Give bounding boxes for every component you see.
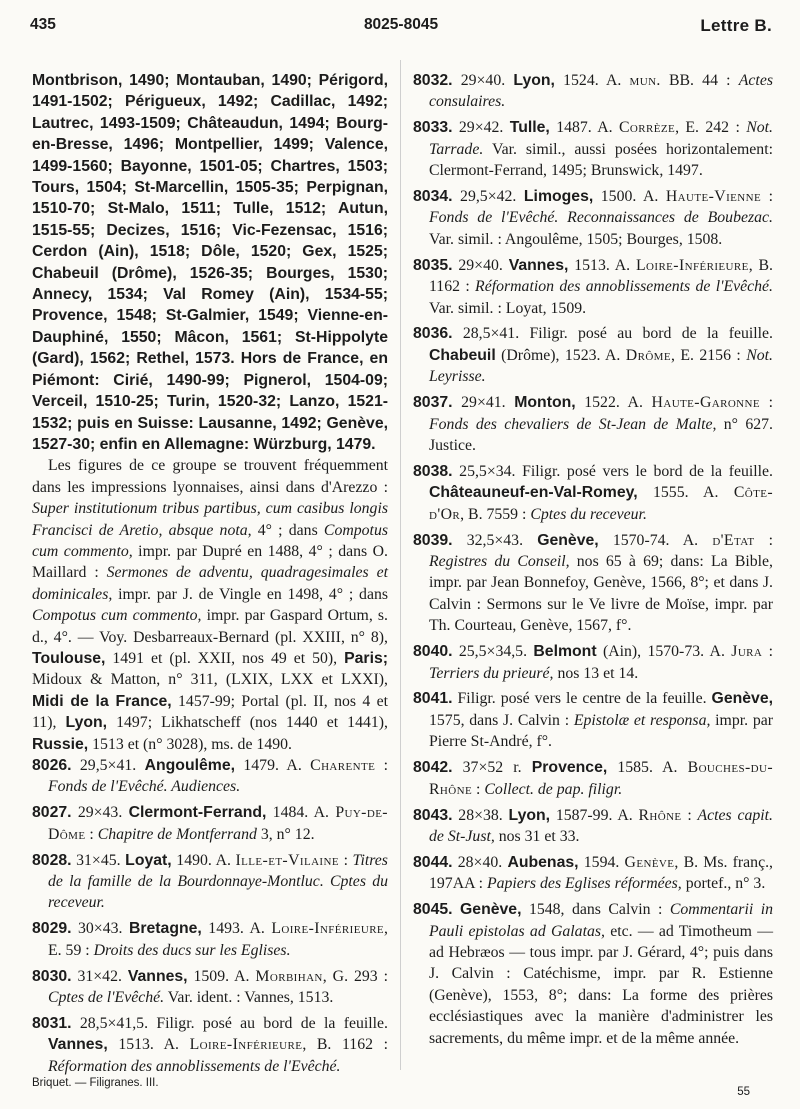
entry-text: 29×40. bbox=[452, 72, 514, 89]
watermark-entry bbox=[32, 918, 388, 961]
entry-text: (Ain), 1570-73. A. bbox=[596, 643, 732, 661]
entry-text: 29×43. bbox=[71, 804, 129, 822]
place-name: Bretagne, bbox=[128, 920, 202, 938]
watermark-entry bbox=[413, 805, 773, 848]
archive-title: Titres de la famille de la Bourdonnaye-Montluc. Cptes du receveur. bbox=[48, 851, 388, 912]
entry-text: n° 627. Justice. bbox=[429, 415, 773, 454]
entry-text: Var. simil. : Loyat, 1509. bbox=[429, 299, 587, 317]
archive-name: Morbihan bbox=[255, 967, 323, 985]
entry-text: : bbox=[762, 643, 773, 661]
watermark-entry bbox=[413, 323, 773, 387]
entry-number: 8030. bbox=[32, 967, 72, 985]
archive-title: Actes capit. de St-Just, bbox=[429, 806, 773, 845]
entry-number: 8033. bbox=[413, 119, 453, 137]
title-citation: Compotus cum commento, bbox=[32, 521, 388, 560]
archive-name: Drôme bbox=[625, 346, 671, 364]
watermark-entry bbox=[413, 688, 773, 752]
place-name: Limoges, bbox=[523, 188, 594, 206]
archive-name: d'Etat bbox=[712, 531, 755, 549]
text-run: 1497; Likhatscheff (nos 1440 et 1441), bbox=[107, 714, 388, 732]
watermark-entry bbox=[32, 966, 388, 1009]
page-number-top: 435 bbox=[30, 16, 56, 33]
entry-number: 8028. bbox=[32, 851, 72, 869]
entry-number: 8032. bbox=[413, 72, 453, 89]
entry-text: Var. ident. : Vannes, 1513. bbox=[164, 989, 334, 1007]
place-name: Provence, bbox=[531, 759, 608, 777]
entry-number: 8026. bbox=[32, 757, 72, 774]
entry-text: , E. 59 : bbox=[48, 920, 388, 959]
watermark-entry bbox=[413, 852, 773, 895]
place-name: Lyon, bbox=[513, 72, 555, 89]
entry-text: portef., n° 3. bbox=[681, 875, 766, 893]
archive-name: mun. bbox=[629, 72, 661, 89]
entry-text: 31×42. bbox=[71, 967, 128, 985]
entry-text: 28,5×41,5. Filigr. posé au bord de la feuille. bbox=[71, 1014, 388, 1032]
entry-text: 1594. bbox=[578, 853, 625, 871]
watermark-entry bbox=[32, 1013, 388, 1077]
archive-title: Droits des ducs sur les Eglises. bbox=[93, 941, 291, 959]
place-name: Chabeuil bbox=[429, 346, 496, 364]
entry-text: (Drôme), 1523. A. bbox=[495, 346, 626, 364]
entry-number: 8034. bbox=[413, 188, 453, 206]
watermark-entry bbox=[413, 899, 773, 1049]
title-citation: Super institutionum tribus partibus, cum casibus longis Francisci de Aretio, absque nota, bbox=[32, 500, 388, 539]
entry-number: 8036. bbox=[413, 325, 453, 343]
entry-text: 29,5×41. bbox=[71, 757, 145, 774]
entry-text: : bbox=[85, 825, 98, 843]
entry-text: BB. 44 : bbox=[660, 72, 739, 89]
entry-text: 37×52 r. bbox=[452, 759, 532, 777]
archive-title: Réformation des annoblissements de l'Evêché. bbox=[475, 278, 774, 296]
entry-text: : bbox=[472, 780, 485, 798]
entry-text: 1484. A. bbox=[266, 804, 336, 822]
text-run: 1491 et (pl. XXII, nos 49 et 50), bbox=[105, 649, 345, 667]
entry-number: 8039. bbox=[413, 531, 453, 549]
place-name: Paris; bbox=[344, 649, 388, 667]
entry-text: 1548, dans Calvin : bbox=[521, 901, 670, 919]
entry-text: 1490. A. bbox=[171, 851, 236, 869]
archive-title: Papiers des Eglises réformées, bbox=[486, 875, 682, 893]
entry-number: 8031. bbox=[32, 1014, 72, 1032]
watermark-entry bbox=[413, 757, 773, 800]
entry-text: 1493. A. bbox=[201, 920, 272, 938]
group-notes-paragraph bbox=[32, 455, 388, 755]
watermark-entry bbox=[413, 530, 773, 637]
watermark-entry bbox=[32, 850, 388, 914]
entry-text: : bbox=[754, 531, 774, 549]
section-title: Lettre B. bbox=[700, 16, 772, 35]
right-column bbox=[413, 70, 773, 1053]
archive-title: Fonds de l'Evêché. Audiences. bbox=[48, 778, 241, 796]
entry-number: 8035. bbox=[413, 256, 453, 274]
text-run: impr. par J. de Vingle en 1498, 4° ; dans bbox=[112, 585, 388, 603]
entry-number: 8044. bbox=[413, 853, 453, 871]
text-run: impr. par Gaspard Ortum, s. d., 4°. — Voy. Desbarreaux-Bernard (pl. XXIII, n° 8), bbox=[32, 607, 388, 646]
entry-text: 1587-99. A. bbox=[550, 806, 639, 824]
entry-text: 30×43. bbox=[71, 920, 129, 938]
entry-text: , B. 1162 : bbox=[429, 256, 773, 296]
entry-text: 25,5×34,5. bbox=[452, 643, 534, 661]
archive-title: Not. Tarrade. bbox=[429, 119, 773, 158]
archive-name: Haute-Garonne bbox=[651, 394, 760, 412]
entry-text: 1555. A. bbox=[637, 484, 734, 502]
entry-text: 1570-74. A. bbox=[598, 531, 713, 549]
entry-text: , B. 7559 : bbox=[460, 505, 531, 523]
entry-text: 28×38. bbox=[452, 806, 509, 824]
entry-text: 1513. A. bbox=[568, 256, 636, 274]
place-name: Tulle, bbox=[509, 119, 550, 137]
text-run: 1457-99; Portal (pl. II, nos 4 et 11), bbox=[32, 692, 388, 732]
entry-text: 32,5×43. bbox=[452, 531, 538, 549]
watermark-entry bbox=[32, 755, 388, 798]
entry-text: , B. 1162 : bbox=[302, 1036, 388, 1054]
entry-number: 8042. bbox=[413, 759, 453, 777]
place-name: Lyon, bbox=[508, 806, 551, 824]
entry-text: , B. Ms. franç., 197AA : bbox=[429, 853, 773, 893]
archive-title: Epistolæ et responsa, bbox=[573, 711, 711, 729]
footer-credit: Briquet. — Filigranes. III. bbox=[32, 1077, 159, 1089]
place-name: Genève, bbox=[711, 690, 773, 708]
archive-title: Réformation des annoblissements de l'Evêché. bbox=[48, 1057, 341, 1075]
entry-text: 25,5×34. Filigr. posé vers le bord de la feuille. bbox=[452, 462, 773, 480]
archive-name: Haute-Vienne bbox=[665, 188, 762, 206]
place-name: Châteauneuf-en-Val-Romey, bbox=[429, 484, 638, 502]
archive-title: Terriers du prieuré, bbox=[429, 664, 554, 682]
text-run: 1513 et (n° 3028), ms. de 1490. bbox=[88, 735, 292, 753]
entry-text: 29×41. bbox=[452, 394, 515, 412]
text-run: impr. par Dupré en 1488, 4° ; dans O. Maillard : bbox=[32, 542, 388, 582]
entry-range: 8025-8045 bbox=[363, 16, 439, 33]
archive-title: Actes consulaires. bbox=[429, 72, 773, 111]
place-name: Lyon, bbox=[65, 714, 108, 732]
entry-text: , G. 293 : bbox=[322, 967, 388, 985]
entry-text: , E. 2156 : bbox=[670, 346, 747, 364]
entry-number: 8040. bbox=[413, 643, 453, 661]
entry-text: 28,5×41. Filigr. posé au bord de la feuille. bbox=[452, 325, 773, 343]
place-list: Montbrison, 1490; Montauban, 1490; Périgord, 1491-1502; Périgueux, 1492; Cadillac, 1492; Lautrec, 1493-1509; Châteaudun, 1494; Bourg-en-Bresse, 1496; Montpellier, 1499; Valence, 1499-1560; Bayonne, 1501-05; Chartres, 1503; Tours, 1504; St-Marcellin, 1505-35; Perpignan, 1510-70; St-Malo, 1511; Tulle, 1512; Autun, 1515-55; Decizes, 1516; Vic-Fezensac, 1516; Cerdon (Ain), 1518; Dôle, 1520; Gex, 1525; Chabeuil (Drôme), 1526-35; Bourges, 1530; Annecy, 1534; Val Romey (Ain), 1534-55; Provence, 1548; St-Galmier, 1549; Vienne-en-Dauphiné, 1550; Mâcon, 1561; St-Hippolyte (Gard), 1562; Rethel, 1573. Hors de France, en Piémont: Cirié, 1490-99; Pignerol, 1504-09; Verceil, 1510-25; Turin, 1520-32; Lanzo, 1521-1532; puis en Suisse: Lausanne, 1492; Genève, 1527-30; enfin en Allemagne: Würzburg, 1479. bbox=[32, 72, 388, 453]
place-name: Toulouse, bbox=[32, 649, 106, 667]
watermark-entry bbox=[413, 117, 773, 181]
entry-number: 8037. bbox=[413, 394, 453, 412]
watermark-entry bbox=[413, 186, 773, 250]
place-name: Belmont bbox=[533, 643, 597, 661]
archive-name: Ille-et-Vilaine bbox=[235, 851, 339, 869]
left-column bbox=[32, 70, 388, 1082]
archive-name: Bouches-du-Rhône bbox=[429, 759, 773, 798]
place-name: Clermont-Ferrand, bbox=[128, 804, 267, 822]
entry-text: Var. simil., aussi posées horizontalement: Clermont-Ferrand, 1495; Brunswick, 1497. bbox=[429, 140, 773, 180]
archive-title: Fonds des chevaliers de St-Jean de Malte, bbox=[429, 415, 717, 433]
archive-title: Not. Leyrisse. bbox=[429, 346, 773, 386]
right-entry-list bbox=[413, 70, 773, 1049]
text-run: Midoux & Matton, n° 311, (LXIX, LXX et LXXI), bbox=[32, 671, 388, 689]
place-name: Vannes, bbox=[127, 967, 188, 985]
archive-title: Fonds de l'Evêché. Reconnaissances de Boubezac. bbox=[429, 209, 773, 227]
watermark-entry bbox=[413, 70, 773, 113]
entry-text: 29×40. bbox=[452, 256, 509, 274]
entry-text: Filigr. posé vers le centre de la feuille. bbox=[452, 690, 712, 708]
watermark-entry bbox=[413, 255, 773, 319]
archive-title: Cptes de l'Evêché. bbox=[48, 989, 165, 1007]
entry-text: 1513. A. bbox=[107, 1036, 190, 1054]
entry-text: nos 31 et 33. bbox=[494, 827, 580, 845]
place-name: Monton, bbox=[514, 394, 576, 412]
place-name: Vannes, bbox=[48, 1036, 108, 1054]
entry-text: : bbox=[759, 394, 773, 412]
column-divider bbox=[400, 60, 401, 1070]
archive-title: Cptes du receveur. bbox=[530, 505, 647, 523]
entry-text: 28×40. bbox=[452, 853, 508, 871]
archive-title: Registres du Conseil, bbox=[429, 553, 570, 571]
entry-text: : bbox=[761, 188, 773, 206]
entry-text: etc. — ad Timotheum — ad Hebræos — tous impr. par J. Gérard, 4°; puis dans J. Calvin : Catéchisme, impr. par R. Estienne (Genève), 1553, 8°; dans: La forme des prières ecclésiastiques avec la manière d'administrer les sacrements, du même impr. et de la même année. bbox=[429, 922, 773, 1047]
entry-text: nos 65 à 69; dans: La Bible, impr. par Jean Bonnefoy, Genève, 1566, 8°; et dans J. Calvin : Sermons sur le Ve livre de Moïse, impr. par Th. Courteau, Genève, 1567, f°. bbox=[429, 553, 773, 635]
entry-text bbox=[453, 901, 460, 918]
running-head bbox=[30, 6, 772, 35]
archive-name: Puy-de-Dôme bbox=[48, 804, 388, 843]
archive-name: Loire-Inférieure bbox=[635, 256, 749, 274]
title-citation: Compotus cum commento, bbox=[32, 607, 202, 625]
archive-name: Corrèze bbox=[618, 119, 676, 137]
entry-text: 29×42. bbox=[452, 119, 510, 137]
entry-text: impr. par Pierre St-André, f°. bbox=[429, 711, 773, 751]
entry-text: 31×45. bbox=[71, 851, 126, 869]
place-name: Genève, bbox=[460, 901, 522, 919]
title-citation: Sermones de adventu, quadragesimales et dominicales, bbox=[32, 564, 388, 603]
archive-name: Loire-Inférieure bbox=[189, 1036, 303, 1054]
archive-name: Côte-d'Or bbox=[429, 484, 773, 523]
archive-name: Rhône bbox=[638, 806, 682, 824]
entry-text: 3, n° 12. bbox=[256, 825, 315, 843]
entry-number: 8029. bbox=[32, 920, 72, 938]
archive-name: Jura bbox=[731, 643, 763, 661]
place-name: Angoulême, bbox=[144, 757, 235, 774]
left-entry-list bbox=[32, 755, 388, 1077]
place-name: Vannes, bbox=[508, 256, 569, 274]
entry-number: 8027. bbox=[32, 804, 72, 822]
entry-text: 1509. A. bbox=[187, 967, 256, 985]
text-run: 4° ; dans bbox=[251, 521, 324, 539]
entry-text: 1500. A. bbox=[593, 188, 666, 206]
archive-title: Commentarii in Pauli epistolas ad Galatas, bbox=[429, 901, 773, 940]
watermark-entry bbox=[413, 641, 773, 684]
entry-text: 1487. A. bbox=[549, 119, 619, 137]
entry-text: : bbox=[338, 851, 353, 869]
archive-title: Collect. de pap. filigr. bbox=[484, 780, 623, 798]
entry-text: nos 13 et 14. bbox=[553, 664, 639, 682]
entry-text: 1585. A. bbox=[607, 759, 688, 777]
archive-name: Charente bbox=[310, 757, 376, 774]
entry-text: 1522. A. bbox=[575, 394, 652, 412]
entry-text: Var. simil. : Angoulême, 1505; Bourges, 1508. bbox=[429, 230, 723, 248]
place-name: Midi de la France, bbox=[32, 692, 172, 710]
entry-number: 8038. bbox=[413, 462, 453, 480]
place-name: Genève, bbox=[537, 531, 599, 549]
watermark-entry bbox=[413, 461, 773, 525]
place-name: Loyat, bbox=[125, 851, 172, 869]
page-number-bottom: 55 bbox=[737, 1086, 750, 1098]
text-run: Les figures de ce groupe se trouvent fréquemment dans les impressions lyonnaises, ainsi dans d'Arezzo : bbox=[32, 457, 388, 496]
entry-number: 8043. bbox=[413, 806, 453, 824]
place-name: Aubenas, bbox=[507, 853, 579, 871]
entry-text: 1575, dans J. Calvin : bbox=[429, 711, 574, 729]
place-name: Russie, bbox=[32, 735, 89, 753]
entry-text: , E. 242 : bbox=[675, 119, 747, 137]
entry-text: 29,5×42. bbox=[452, 188, 524, 206]
entry-number: 8045. bbox=[413, 901, 453, 919]
entry-text: : bbox=[375, 757, 388, 774]
archive-title: Chapitre de Montferrand bbox=[97, 825, 257, 843]
entry-number: 8041. bbox=[413, 690, 453, 708]
archive-name: Genève bbox=[624, 853, 675, 871]
entry-text: 1479. A. bbox=[235, 757, 311, 774]
archive-name: Loire-Inférieure bbox=[271, 920, 385, 938]
entry-text: 1524. A. bbox=[554, 72, 630, 89]
entry-text: : bbox=[681, 806, 698, 824]
watermark-entry bbox=[413, 392, 773, 456]
watermark-entry bbox=[32, 802, 388, 845]
